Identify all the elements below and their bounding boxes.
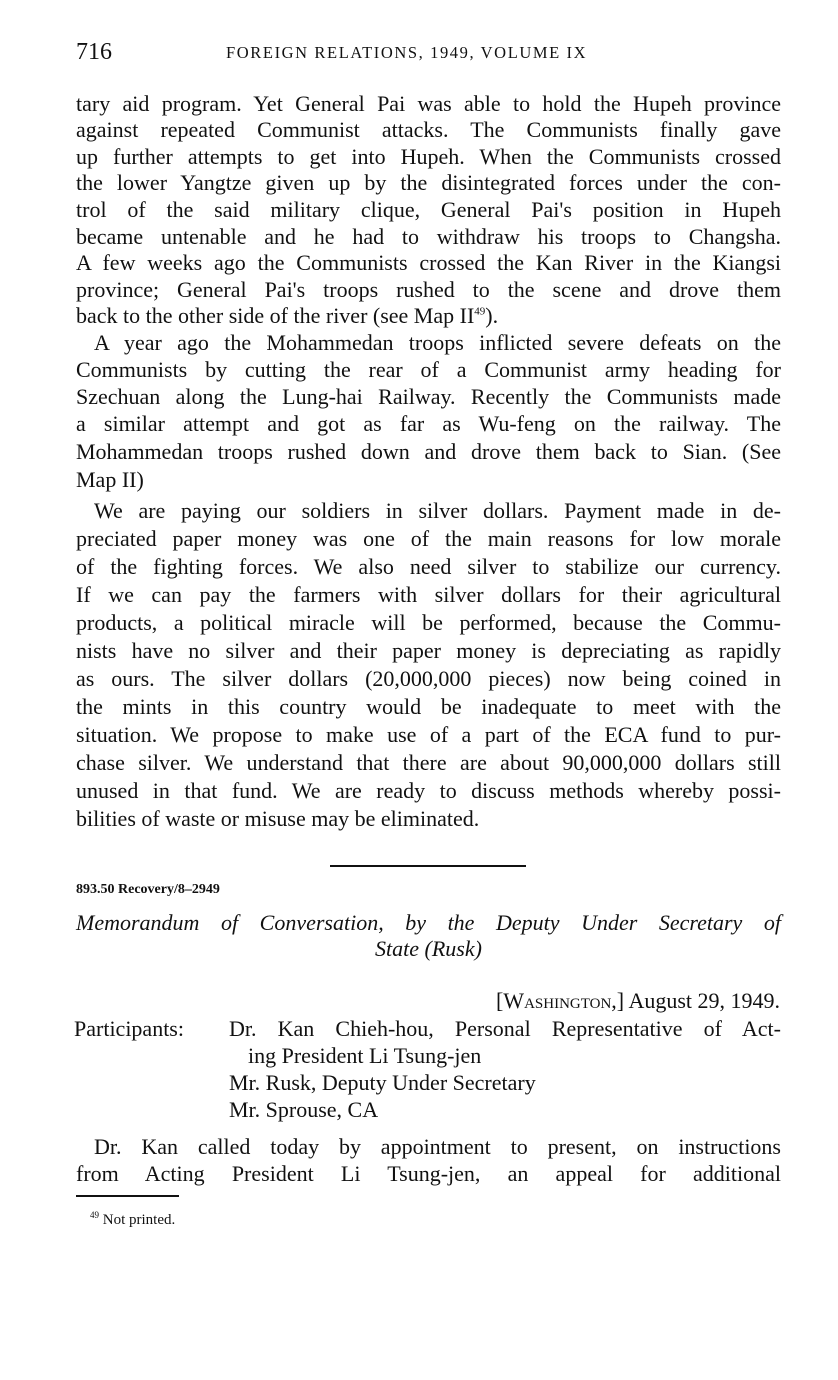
body-line: bilities of waste or misuse may be eliminated. <box>76 806 480 831</box>
participant-entry: Dr. Kan Chieh-hou, Personal Representative of Act- <box>229 1016 781 1041</box>
dateline <box>496 987 780 1015</box>
body-line: We are paying our soldiers in silver dollars. Payment made in de- <box>94 498 781 523</box>
body-line: the lower Yangtze given up by the disintegrated forces under the con- <box>76 170 781 195</box>
body-line: products, a political miracle will be performed, because the Commu- <box>76 610 781 635</box>
body-line: unused in that fund. We are ready to discuss methods whereby possi- <box>76 778 781 803</box>
body-line: Mohammedan troops rushed down and drove them back to Sian. (See <box>76 439 781 464</box>
body-line: chase silver. We understand that there are about 90,000,000 dollars still <box>76 750 781 775</box>
body-line: A few weeks ago the Communists crossed the Kan River in the Kiangsi <box>76 250 781 275</box>
participant-entry: Mr. Rusk, Deputy Under Secretary <box>229 1070 536 1095</box>
file-number: 893.50 Recovery/8–2949 <box>76 882 220 897</box>
body-line: preciated paper money was one of the main reasons for low morale <box>76 526 781 551</box>
body-line-text: back to the other side of the river (see Map II <box>76 303 475 328</box>
footnote-reference: 49 <box>474 305 486 318</box>
body-line: from Acting President Li Tsung-jen, an appeal for additional <box>76 1161 781 1186</box>
participant-entry-continued: ing President Li Tsung-jen <box>248 1043 482 1068</box>
body-line: against repeated Communist attacks. The Communists finally gave <box>76 117 781 142</box>
dateline-place: [Washington,] <box>495 988 625 1013</box>
body-line: A year ago the Mohammedan troops inflicted severe defeats on the <box>94 330 781 355</box>
body-line: the mints in this country would be inadequate to meet with the <box>76 694 781 719</box>
footnote <box>90 1210 175 1230</box>
body-line: nists have no silver and their paper money is depreciating as rapidly <box>76 638 781 663</box>
section-divider <box>330 865 526 867</box>
body-line: as ours. The silver dollars (20,000,000 pieces) now being coined in <box>76 666 781 691</box>
body-line: province; General Pai's troops rushed to the scene and drove them <box>76 277 781 302</box>
body-line: up further attempts to get into Hupeh. When the Communists crossed <box>76 144 781 169</box>
body-line: situation. We propose to make use of a part of the ECA fund to pur- <box>76 722 781 747</box>
body-line: trol of the said military clique, General Pai's position in Hupeh <box>76 197 781 222</box>
body-line: If we can pay the farmers with silver dollars for their agricultural <box>76 582 781 607</box>
body-line: Map II) <box>76 467 144 492</box>
footnote-divider <box>76 1195 179 1197</box>
participant-entry: Mr. Sprouse, CA <box>229 1097 379 1122</box>
body-line: of the fighting forces. We also need silver to stabilize our currency. <box>76 554 781 579</box>
running-head: FOREIGN RELATIONS, 1949, VOLUME IX <box>226 43 588 62</box>
footnote-number: 49 <box>90 1210 99 1220</box>
body-line: Szechuan along the Lung-hai Railway. Recently the Communists made <box>76 384 781 409</box>
body-line-with-footnote-ref <box>76 302 781 330</box>
participants-label: Participants: <box>74 1016 184 1041</box>
dateline-date: August 29, 1949. <box>628 988 780 1013</box>
memo-title: Memorandum of Conversation, by the Deputy Under Secretary of <box>76 910 781 935</box>
body-line-tail: ). <box>485 303 499 328</box>
body-line: a similar attempt and got as far as Wu-feng on the railway. The <box>76 411 781 436</box>
footnote-text: Not printed. <box>102 1212 176 1228</box>
body-line: Communists by cutting the rear of a Communist army heading for <box>76 357 781 382</box>
body-line: tary aid program. Yet General Pai was able to hold the Hupeh province <box>76 91 781 116</box>
body-line: Dr. Kan called today by appointment to present, on instructions <box>94 1134 781 1159</box>
body-line: became untenable and he had to withdraw his troops to Changsha. <box>76 224 781 249</box>
page-number: 716 <box>76 39 112 65</box>
memo-title-continued: State (Rusk) <box>375 936 482 961</box>
